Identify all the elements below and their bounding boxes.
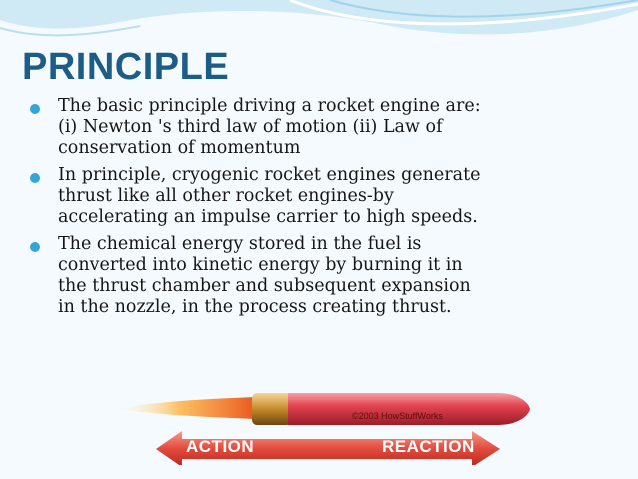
bullet-line: The chemical energy stored in the fuel is xyxy=(58,234,422,254)
bullet-list xyxy=(26,96,626,324)
bullet-item xyxy=(26,96,626,159)
nozzle-shape xyxy=(252,393,292,425)
slide-title: PRINCIPLE xyxy=(22,46,230,88)
bullet-line: in the nozzle, in the process creating thrust. xyxy=(58,297,452,317)
bullet-dot-icon xyxy=(30,173,40,183)
bullet-dot-icon xyxy=(30,104,40,114)
bullet-dot-icon xyxy=(30,242,40,252)
bullet-line: The basic principle driving a rocket engine are: xyxy=(58,96,481,116)
action-label: ACTION xyxy=(186,437,255,456)
bullet-line: thrust like all other rocket engines-by xyxy=(58,186,394,206)
bullet-line: In principle, cryogenic rocket engines generate xyxy=(58,165,481,185)
bullet-line: conservation of momentum xyxy=(58,138,301,158)
bullet-line: accelerating an impulse carrier to high speeds. xyxy=(58,207,478,227)
reaction-label: REACTION xyxy=(382,437,475,456)
copyright-text: ©2003 HowStuffWorks xyxy=(352,411,443,421)
bullet-line: (i) Newton 's third law of motion (ii) Law of xyxy=(58,117,443,137)
bullet-line: converted into kinetic energy by burning it in xyxy=(58,255,463,275)
flame-shape xyxy=(118,397,256,419)
bullet-item xyxy=(26,234,626,318)
bullet-line: the thrust chamber and subsequent expansion xyxy=(58,276,471,296)
bullet-item xyxy=(26,165,626,228)
